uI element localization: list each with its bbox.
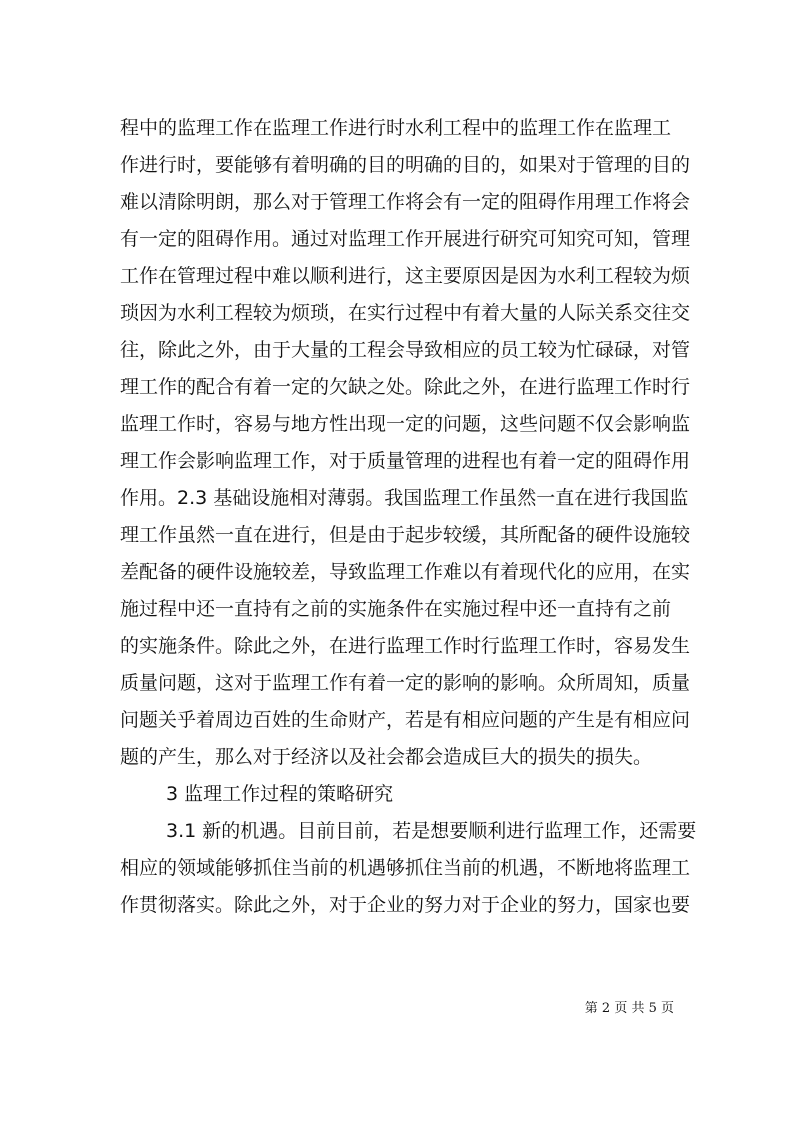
paragraph-line-18: 题的产生，那么对于经济以及社会都会造成巨大的损失的损失。 — [120, 746, 653, 768]
paragraph-line-19: 3.1 新的机遇。目前目前，若是想要顺利进行监理工作，还需要 — [166, 820, 697, 842]
paragraph-line-8: 理工作的配合有着一定的欠缺之处。除此之外，在进行监理工作时行 — [120, 376, 691, 398]
paragraph-line-5: 工作在管理过程中难以顺利进行，这主要原因是因为水利工程较为烦 — [120, 265, 691, 287]
paragraph-line-20: 相应的领域能够抓住当前的机遇够抓住当前的机遇，不断地将监理工 — [120, 857, 691, 879]
paragraph-line-12: 理工作虽然一直在进行，但是由于起步较缓，其所配备的硬件设施较 — [120, 524, 691, 546]
paragraph-line-2: 作进行时，要能够有着明确的目的明确的目的，如果对于管理的目的 — [120, 154, 691, 176]
paragraph-line-7: 往，除此之外，由于大量的工程会导致相应的员工较为忙碌碌，对管 — [120, 339, 691, 361]
section-heading: 3 监理工作过程的策略研究 — [166, 783, 394, 805]
paragraph-line-4: 有一定的阻碍作用。通过对监理工作开展进行研究可知究可知，管理 — [120, 228, 691, 250]
page-number-footer: 第 2 页 共 5 页 — [584, 1001, 674, 1016]
paragraph-line-11: 作用。2.3 基础设施相对薄弱。我国监理工作虽然一直在进行我国监 — [120, 487, 689, 509]
paragraph-line-15: 的实施条件。除此之外，在进行监理工作时行监理工作时，容易发生 — [120, 635, 691, 657]
paragraph-line-10: 理工作会影响监理工作，对于质量管理的进程也有着一定的阻碍作用 — [120, 450, 691, 472]
paragraph-line-1: 程中的监理工作在监理工作进行时水利工程中的监理工作在监理工 — [120, 117, 672, 139]
paragraph-line-17: 问题关乎着周边百姓的生命财产，若是有相应问题的产生是有相应问 — [120, 709, 691, 731]
paragraph-line-21: 作贯彻落实。除此之外，对于企业的努力对于企业的努力，国家也要 — [120, 894, 691, 916]
paragraph-line-13: 差配备的硬件设施较差，导致监理工作难以有着现代化的应用，在实 — [120, 561, 691, 583]
paragraph-line-9: 监理工作时，容易与地方性出现一定的问题，这些问题不仅会影响监 — [120, 413, 691, 435]
paragraph-line-14: 施过程中还一直持有之前的实施条件在实施过程中还一直持有之前 — [120, 598, 672, 620]
paragraph-line-3: 难以清除明朗，那么对于管理工作将会有一定的阻碍作用理工作将会 — [120, 191, 691, 213]
paragraph-line-6: 琐因为水利工程较为烦琐，在实行过程中有着大量的人际关系交往交 — [120, 302, 691, 324]
paragraph-line-16: 质量问题，这对于监理工作有着一定的影响的影响。众所周知，质量 — [120, 672, 691, 694]
